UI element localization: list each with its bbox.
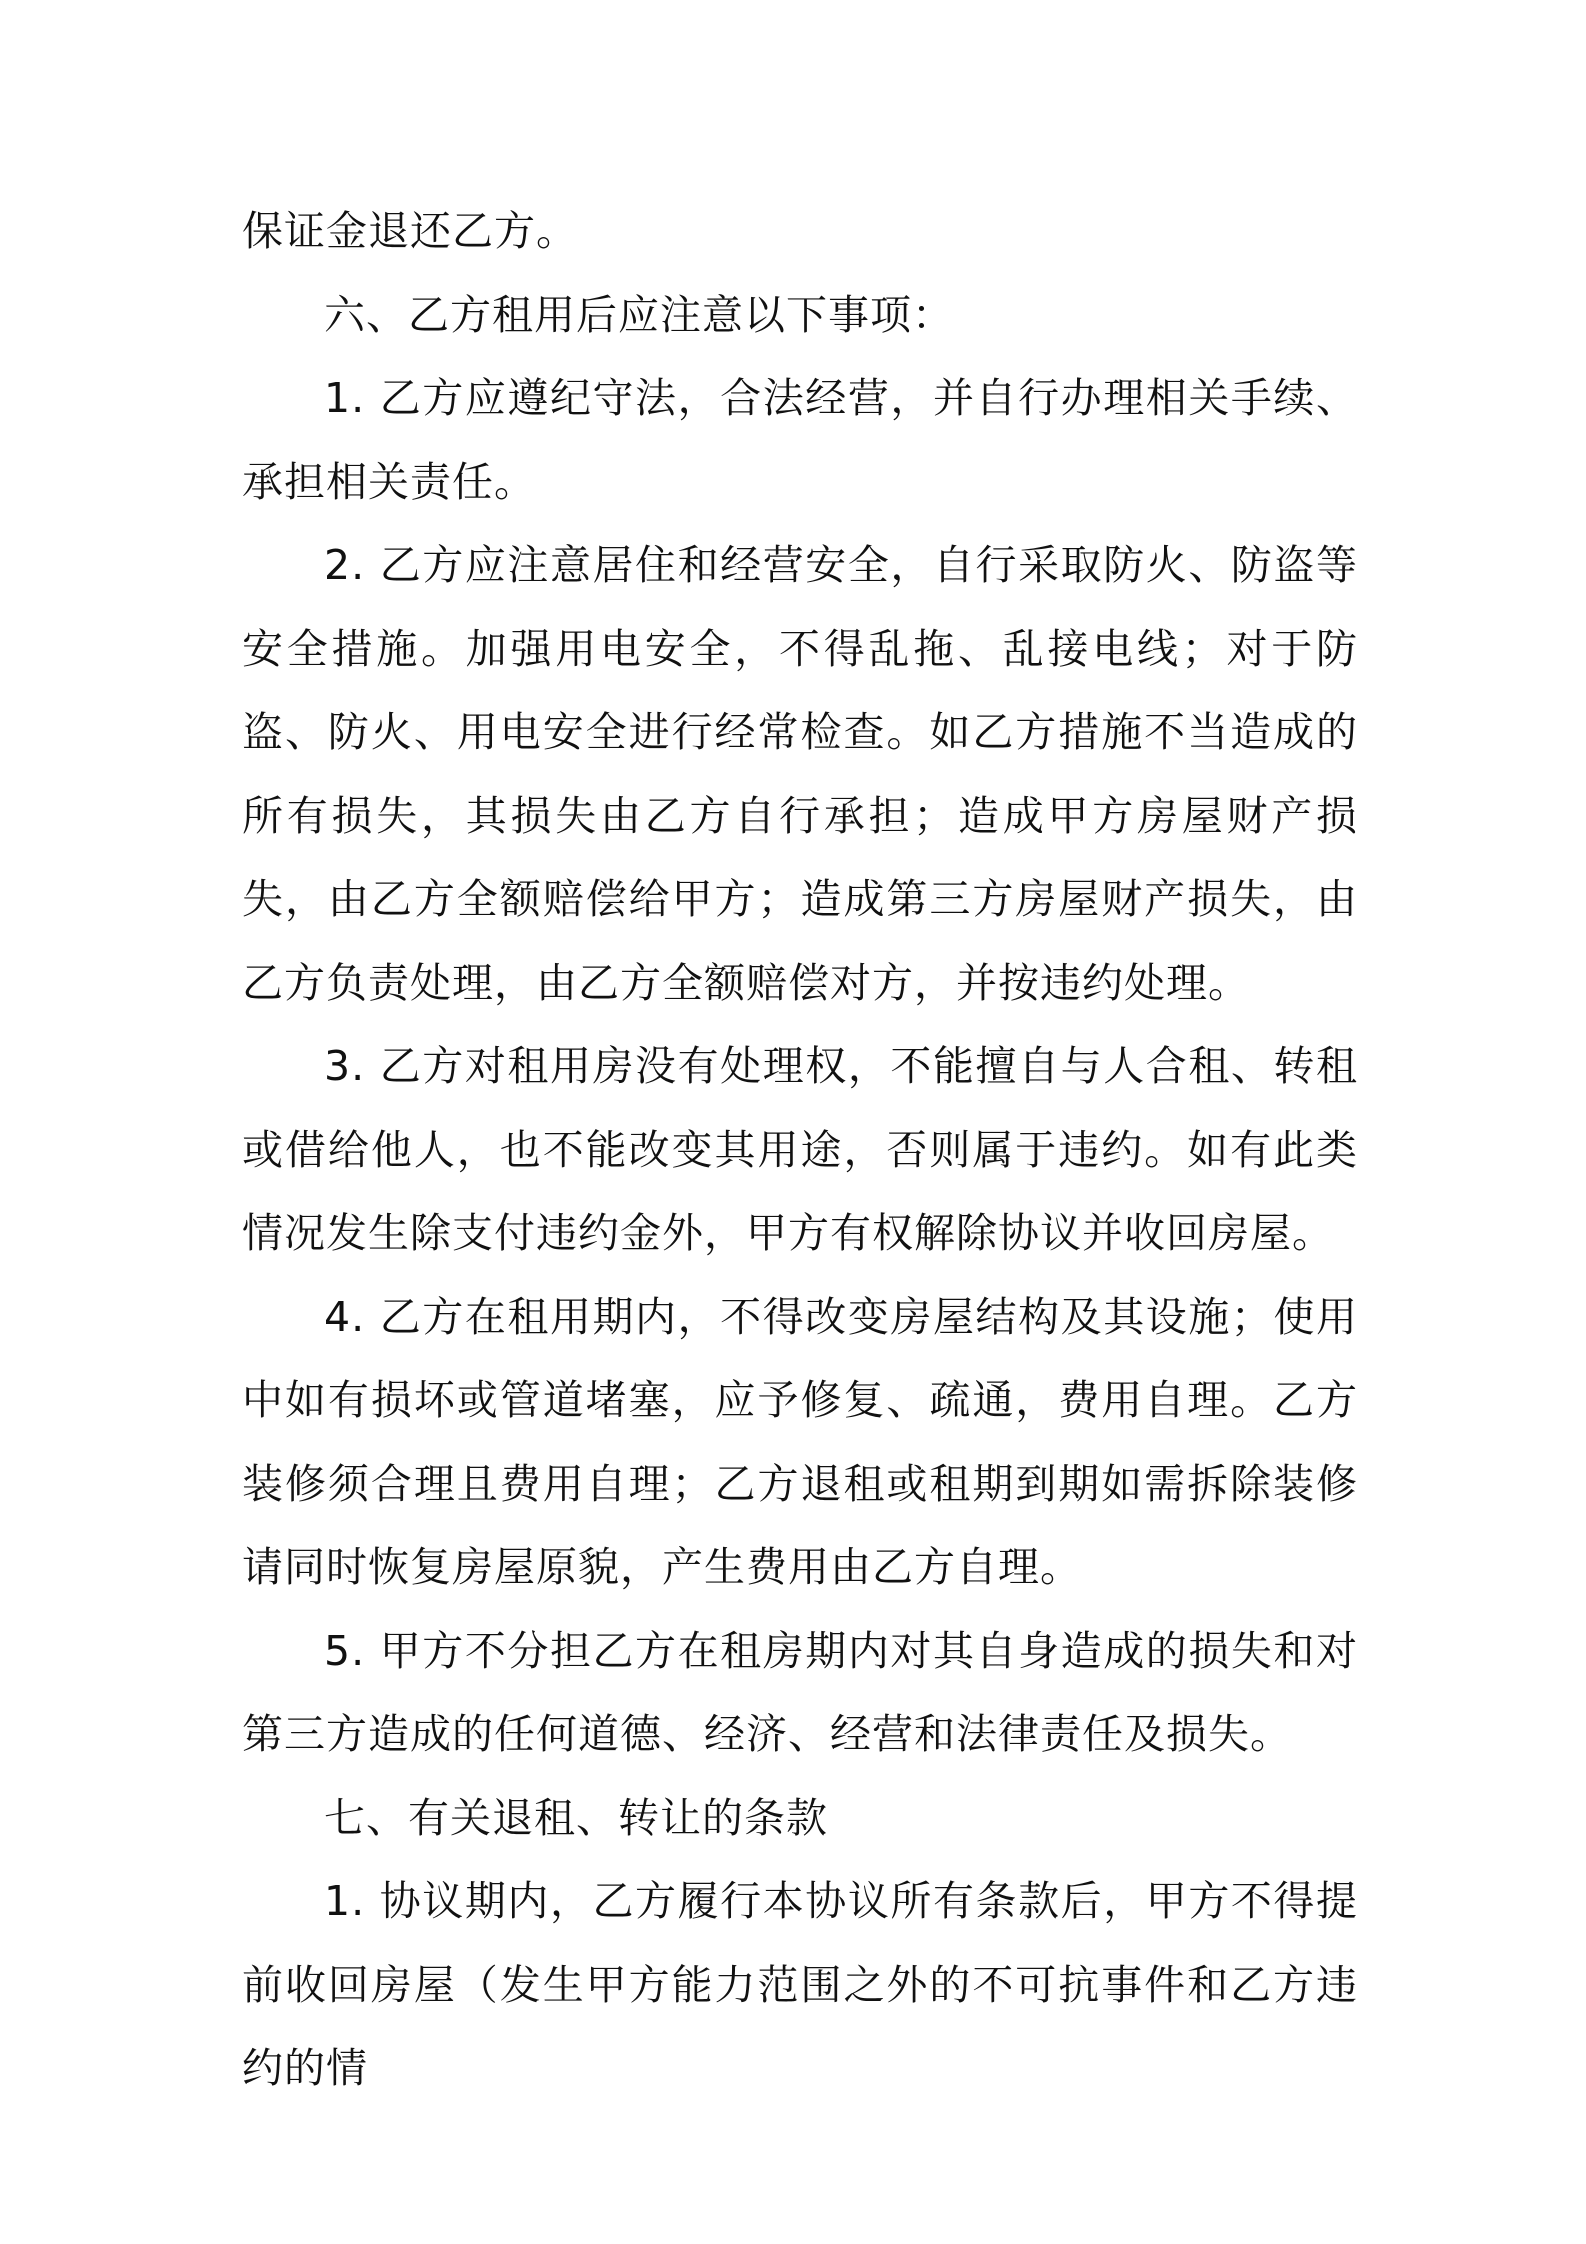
clause-6-5: 5. 甲方不分担乙方在租房期内对其自身造成的损失和对第三方造成的任何道德、经济、经营和法律责任及损失。 xyxy=(242,1626,1358,1758)
clause-6-3: 3. 乙方对租用房没有处理权，不能擅自与人合租、转租或借给他人，也不能改变其用途，否则属于违约。如有此类情况发生除支付违约金外，甲方有权解除协议并收回房屋。 xyxy=(242,1042,1358,1257)
clause-6-1: 1. 乙方应遵纪守法，合法经营，并自行办理相关手续、承担相关责任。 xyxy=(242,374,1358,506)
clause-6-2: 2. 乙方应注意居住和经营安全，自行采取防火、防盗等安全措施。加强用电安全，不得乱拖、乱接电线；对于防盗、防火、用电安全进行经常检查。如乙方措施不当造成的所有损失，其损失由乙方自行承担；造成甲方房屋财产损失，由乙方全额赔偿给甲方；造成第三方房屋财产损失，由乙方负责处理，由乙方全额赔偿对方，并按违约处理。 xyxy=(242,541,1358,1007)
section-heading-six: 六、乙方租用后应注意以下事项： xyxy=(324,290,954,339)
paragraph-deposit-return: 保证金退还乙方。 xyxy=(242,207,578,255)
document-body xyxy=(242,190,1358,2111)
section-heading-seven: 七、有关退租、转让的条款 xyxy=(324,1793,828,1842)
clause-7-1: 1. 协议期内，乙方履行本协议所有条款后，甲方不得提前收回房屋（发生甲方能力范围之外的不可抗事件和乙方违约的情 xyxy=(242,1877,1358,2092)
clause-6-4: 4. 乙方在租用期内，不得改变房屋结构及其设施；使用中如有损坏或管道堵塞，应予修复、疏通，费用自理。乙方装修须合理且费用自理；乙方退租或租期到期如需拆除装修请同时恢复房屋原貌，产生费用由乙方自理。 xyxy=(242,1292,1358,1591)
